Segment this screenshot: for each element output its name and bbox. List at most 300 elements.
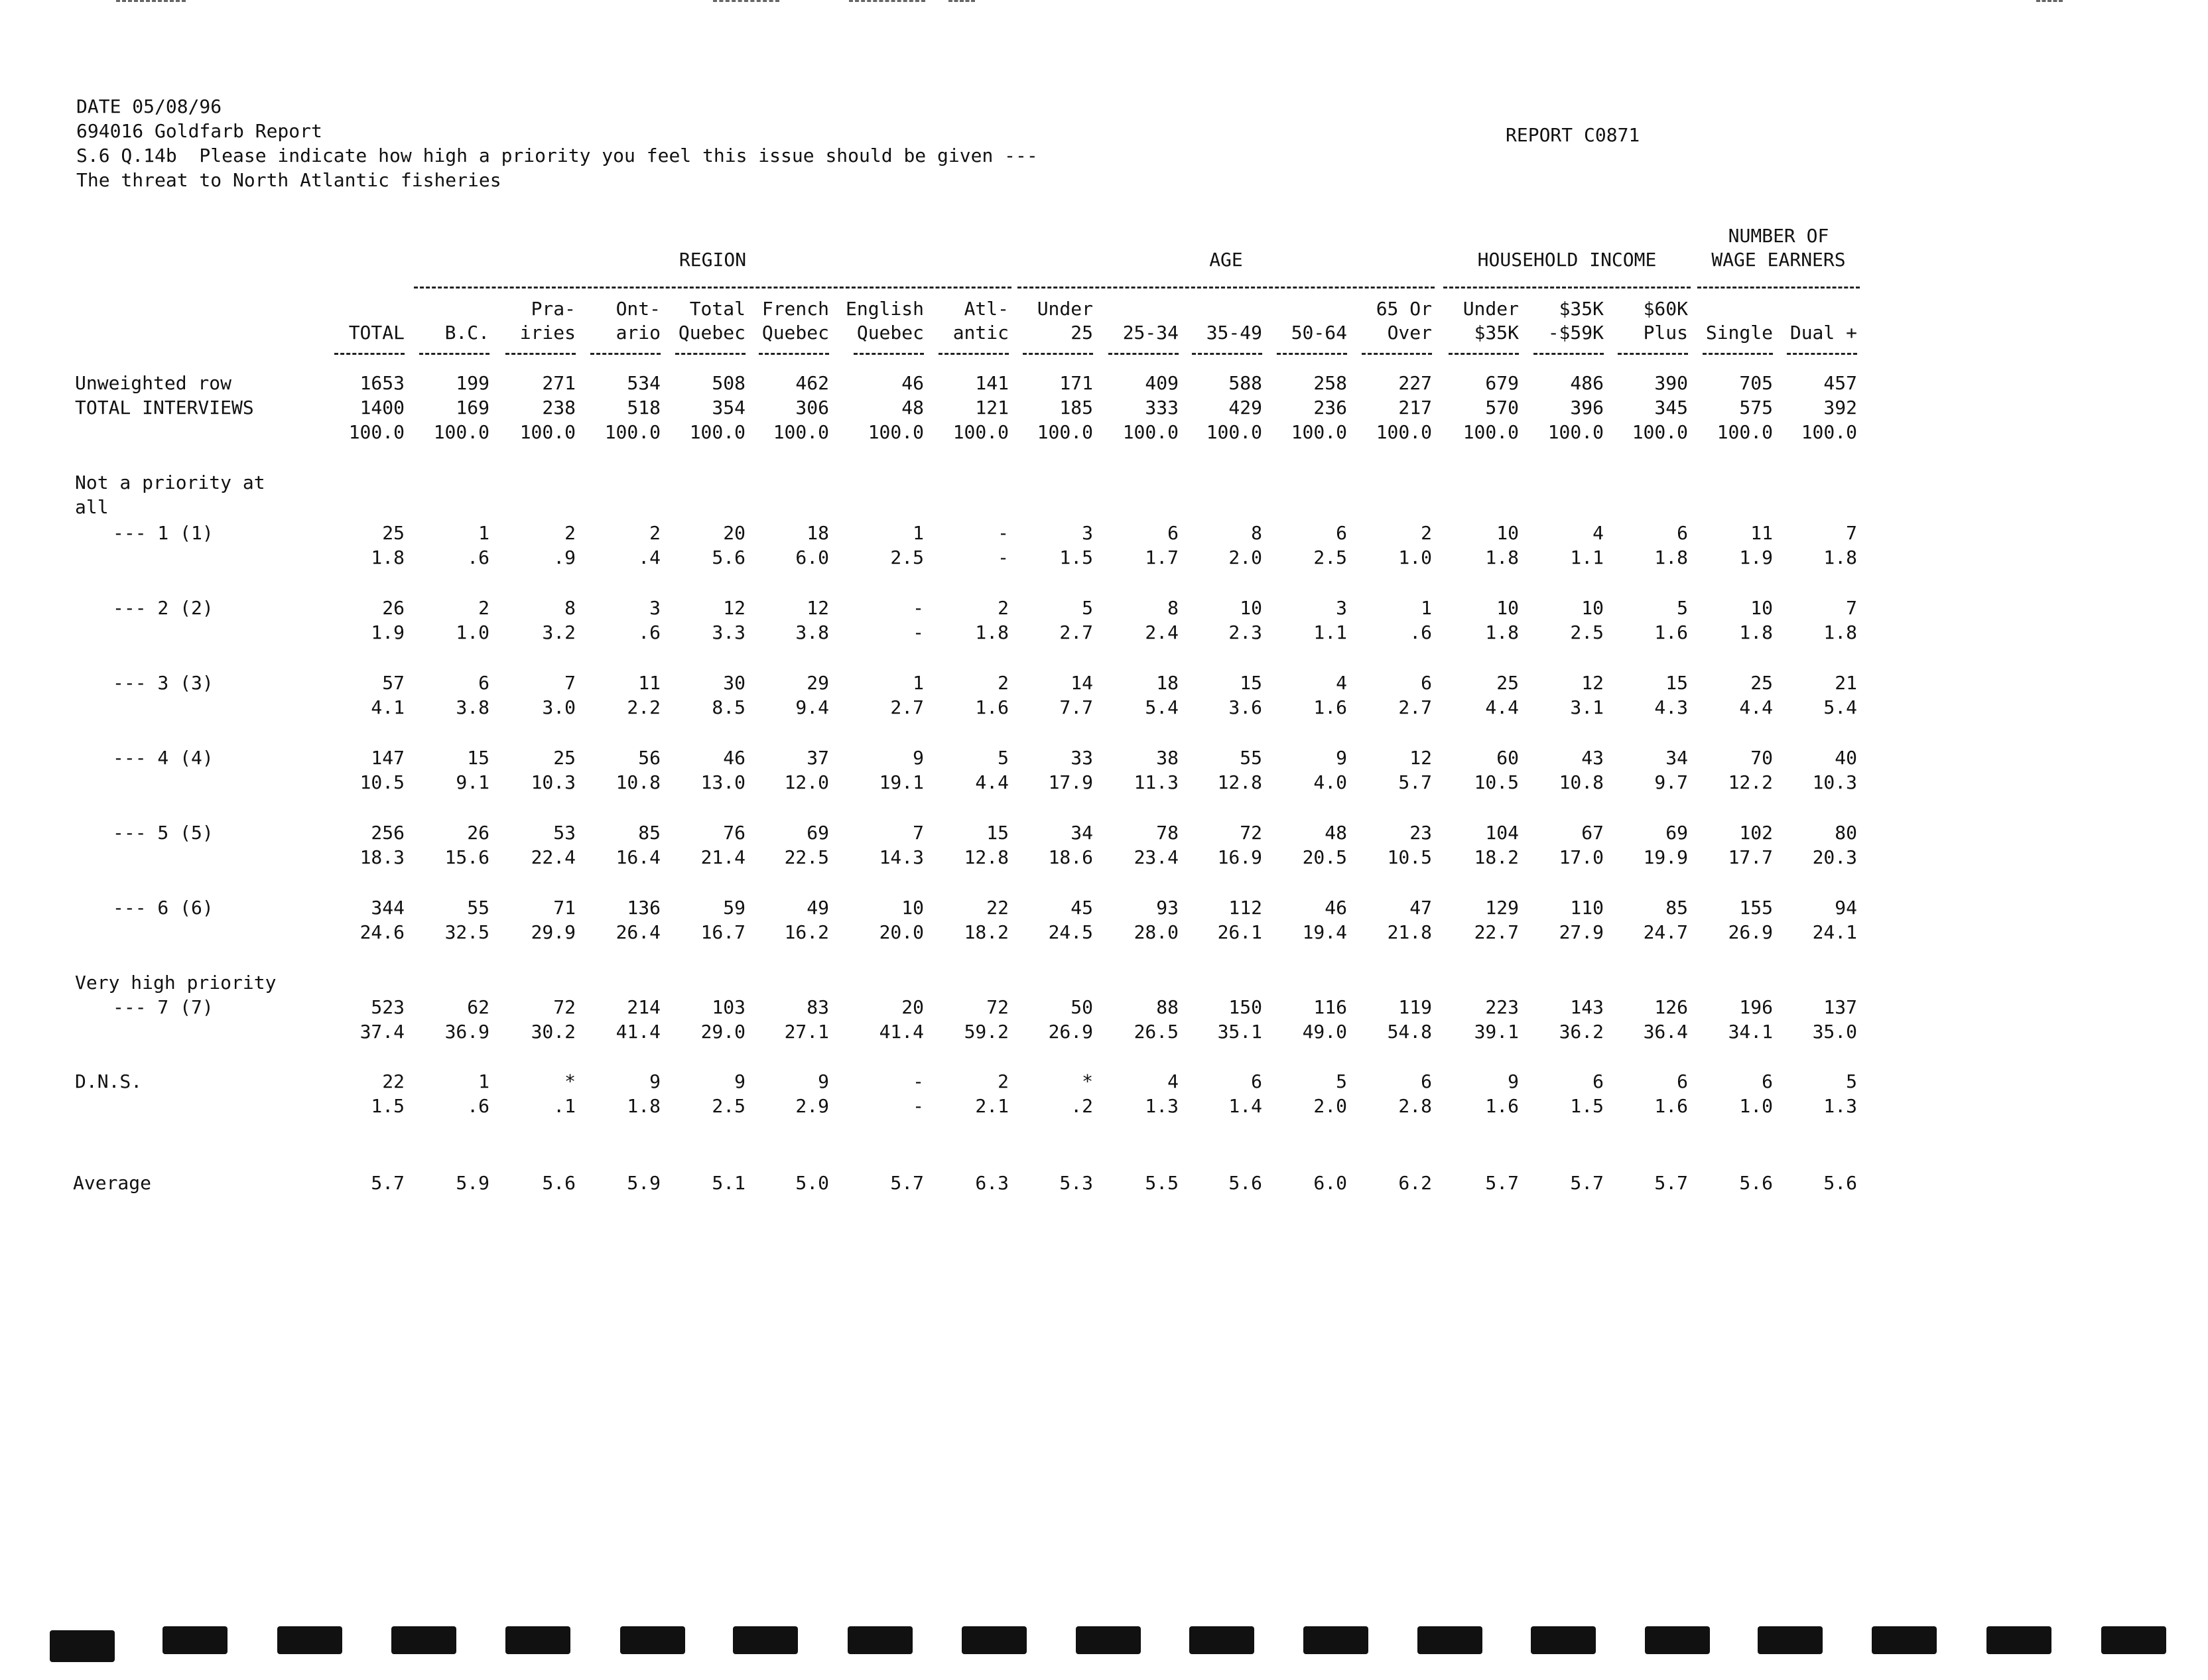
group-underline: [1697, 287, 1860, 289]
response-percent: 1.6: [1654, 1095, 1688, 1117]
total-interviews: 185: [1059, 397, 1093, 419]
response-count: 34: [1665, 747, 1688, 769]
response-count: 1: [478, 1070, 489, 1092]
column-underline: [1277, 353, 1347, 355]
base-percent: 100.0: [773, 421, 829, 443]
response-count: 15: [986, 822, 1009, 844]
response-count: 214: [627, 996, 661, 1018]
response-percent: 2.0: [1313, 1095, 1347, 1117]
response-percent: 1.8: [627, 1095, 661, 1117]
response-percent: 26.5: [1134, 1021, 1179, 1043]
column-underline: [1449, 353, 1519, 355]
response-percent: 12.8: [1217, 771, 1262, 793]
response-percent: 18.6: [1048, 846, 1093, 868]
average-value: 5.7: [890, 1172, 924, 1194]
response-percent: 3.8: [795, 621, 829, 643]
response-count: 2: [998, 1070, 1009, 1092]
unweighted-count: 141: [975, 372, 1009, 394]
average-value: 5.6: [1739, 1172, 1773, 1194]
footer-mark: [620, 1626, 685, 1654]
response-percent: 26.9: [1048, 1021, 1093, 1043]
response-percent: 18.2: [964, 921, 1009, 943]
response-count: 37: [807, 747, 829, 769]
column-header: Atl- antic: [952, 298, 1009, 344]
response-count: 21: [1835, 672, 1857, 694]
response-percent: 16.7: [700, 921, 746, 943]
response-percent: 2.5: [1570, 621, 1604, 643]
response-count: 1: [1421, 597, 1432, 619]
column-header: Total Quebec: [678, 298, 746, 344]
response-count: -: [913, 597, 924, 619]
response-count: 9: [649, 1070, 661, 1092]
response-percent: 2.8: [1398, 1095, 1432, 1117]
response-label: --- 3 (3): [113, 672, 214, 694]
response-percent: 6.0: [795, 547, 829, 568]
response-count: 137: [1823, 996, 1857, 1018]
response-count: 12: [723, 597, 746, 619]
unweighted-count: 46: [901, 372, 924, 394]
response-percent: 4.1: [371, 696, 405, 718]
response-percent: 1.4: [1228, 1095, 1262, 1117]
response-percent: 9.4: [795, 696, 829, 718]
response-count: 50: [1071, 996, 1093, 1018]
response-count: 7: [564, 672, 576, 694]
response-percent: 1.0: [1739, 1095, 1773, 1117]
response-label: --- 5 (5): [113, 822, 214, 844]
response-percent: -: [913, 1095, 924, 1117]
response-percent: 20.5: [1302, 846, 1347, 868]
response-percent: 16.2: [784, 921, 829, 943]
response-percent: 12.2: [1728, 771, 1773, 793]
response-percent: 1.8: [371, 547, 405, 568]
response-percent: 13.0: [700, 771, 746, 793]
base-percent: 100.0: [348, 421, 405, 443]
response-percent: 9.7: [1654, 771, 1688, 793]
base-percent: 100.0: [1462, 421, 1519, 443]
column-underline: [759, 353, 829, 355]
footer-mark: [1417, 1626, 1482, 1654]
response-count: 6: [1677, 522, 1688, 544]
response-percent: 1.8: [1823, 547, 1857, 568]
response-count: 33: [1071, 747, 1093, 769]
average-value: 5.7: [1570, 1172, 1604, 1194]
response-count: 34: [1071, 822, 1093, 844]
response-count: 2: [998, 672, 1009, 694]
footer-mark: [505, 1626, 570, 1654]
response-count: 6: [1592, 1070, 1604, 1092]
base-percent: 100.0: [952, 421, 1009, 443]
footer-mark: [848, 1626, 913, 1654]
column-underline: [1108, 353, 1179, 355]
footer-mark: [1189, 1626, 1254, 1654]
response-percent: 2.2: [627, 696, 661, 718]
base-percent: 100.0: [1376, 421, 1432, 443]
response-percent: 2.0: [1228, 547, 1262, 568]
response-percent: .1: [553, 1095, 576, 1117]
response-count: 523: [371, 996, 405, 1018]
response-count: 4: [1592, 522, 1604, 544]
response-count: 2: [649, 522, 661, 544]
response-percent: 2.4: [1145, 621, 1179, 643]
total-interviews: 354: [712, 397, 746, 419]
response-count: 9: [818, 1070, 829, 1092]
response-count: 69: [1665, 822, 1688, 844]
response-percent: 12.0: [784, 771, 829, 793]
column-header: $60K Plus: [1643, 298, 1688, 344]
response-count: 3: [1082, 522, 1093, 544]
average-value: 5.9: [627, 1172, 661, 1194]
average-value: 5.7: [1485, 1172, 1519, 1194]
column-header: 25-34: [1122, 322, 1179, 344]
response-percent: 14.3: [879, 846, 924, 868]
response-count: 85: [1665, 897, 1688, 919]
response-count: 6: [1421, 1070, 1432, 1092]
footer-mark: [1645, 1626, 1710, 1654]
response-count: 14: [1071, 672, 1093, 694]
column-header: 35-49: [1206, 322, 1262, 344]
unweighted-count: 390: [1654, 372, 1688, 394]
response-count: 15: [1665, 672, 1688, 694]
response-percent: 2.7: [1398, 696, 1432, 718]
response-count: 6: [478, 672, 489, 694]
response-percent: 1.6: [975, 696, 1009, 718]
response-count: 48: [1325, 822, 1347, 844]
response-label: --- 7 (7): [113, 996, 214, 1018]
response-label: --- 4 (4): [113, 747, 214, 769]
response-percent: 49.0: [1302, 1021, 1347, 1043]
response-count: 1: [913, 522, 924, 544]
response-count: 72: [1240, 822, 1262, 844]
response-count: 26: [382, 597, 405, 619]
response-percent: 4.0: [1313, 771, 1347, 793]
report-name: 694016 Goldfarb Report: [76, 120, 322, 142]
response-percent: 34.1: [1728, 1021, 1773, 1043]
footer-mark: [2101, 1626, 2166, 1654]
unweighted-count: 679: [1485, 372, 1519, 394]
response-count: 6: [1251, 1070, 1262, 1092]
response-percent: 3.1: [1570, 696, 1604, 718]
response-count: *: [1082, 1070, 1093, 1092]
total-interviews: 169: [456, 397, 489, 419]
response-count: 3: [649, 597, 661, 619]
response-percent: 4.4: [1485, 696, 1519, 718]
response-percent: 1.0: [456, 621, 489, 643]
response-percent: 28.0: [1134, 921, 1179, 943]
unweighted-count: 462: [795, 372, 829, 394]
response-percent: 9.1: [456, 771, 489, 793]
group-title-region: REGION: [679, 249, 747, 271]
response-percent: 26.4: [616, 921, 661, 943]
response-percent: 36.4: [1643, 1021, 1688, 1043]
average-label: Average: [73, 1172, 152, 1194]
response-percent: 54.8: [1387, 1021, 1432, 1043]
total-interviews: 333: [1145, 397, 1179, 419]
response-percent: 17.0: [1559, 846, 1604, 868]
column-header: Under $35K: [1462, 298, 1519, 344]
response-percent: 18.3: [359, 846, 405, 868]
response-percent: 1.3: [1823, 1095, 1857, 1117]
response-count: 83: [807, 996, 829, 1018]
response-count: 9: [913, 747, 924, 769]
footer-mark: [1076, 1626, 1141, 1654]
unweighted-count: 1653: [359, 372, 405, 394]
response-percent: 10.5: [359, 771, 405, 793]
response-count: 8: [564, 597, 576, 619]
response-count: 6: [1336, 522, 1347, 544]
column-underline: [419, 353, 489, 355]
response-percent: 23.4: [1134, 846, 1179, 868]
base-percent: 100.0: [519, 421, 576, 443]
response-count: 11: [638, 672, 661, 694]
response-count: 344: [371, 897, 405, 919]
response-count: 53: [553, 822, 576, 844]
response-count: 2: [564, 522, 576, 544]
unweighted-count: 271: [542, 372, 576, 394]
response-count: 47: [1409, 897, 1432, 919]
response-percent: 59.2: [964, 1021, 1009, 1043]
response-count: 22: [986, 897, 1009, 919]
response-percent: 35.0: [1812, 1021, 1857, 1043]
footer-mark: [1986, 1626, 2051, 1654]
response-count: 1: [478, 522, 489, 544]
base-percent: 100.0: [1037, 421, 1093, 443]
response-count: 3: [1336, 597, 1347, 619]
response-count: 78: [1156, 822, 1179, 844]
response-count: 6: [1167, 522, 1179, 544]
response-percent: 8.5: [712, 696, 746, 718]
response-percent: 24.5: [1048, 921, 1093, 943]
response-count: 10: [1496, 597, 1519, 619]
column-header: 50-64: [1291, 322, 1347, 344]
response-percent: .6: [467, 547, 489, 568]
unweighted-count: 588: [1228, 372, 1262, 394]
column-header: B.C.: [444, 322, 489, 344]
response-count: 94: [1835, 897, 1857, 919]
response-count: 9: [734, 1070, 746, 1092]
average-value: 6.3: [975, 1172, 1009, 1194]
response-percent: .6: [1409, 621, 1432, 643]
footer-mark: [733, 1626, 798, 1654]
total-interviews: 236: [1313, 397, 1347, 419]
response-count: 5: [1677, 597, 1688, 619]
column-header: 65 Or Over: [1376, 298, 1432, 344]
response-percent: 3.3: [712, 621, 746, 643]
column-header: French Quebec: [761, 298, 829, 344]
column-header: Pra- iries: [519, 298, 576, 344]
base-percent: 100.0: [1632, 421, 1688, 443]
response-count: 12: [1581, 672, 1604, 694]
average-value: 5.6: [1823, 1172, 1857, 1194]
response-count: 38: [1156, 747, 1179, 769]
response-percent: 29.9: [531, 921, 576, 943]
response-percent: 20.3: [1812, 846, 1857, 868]
response-percent: 22.5: [784, 846, 829, 868]
response-count: 29: [807, 672, 829, 694]
column-underline: [1023, 353, 1093, 355]
response-count: 25: [553, 747, 576, 769]
response-count: 10: [1496, 522, 1519, 544]
response-count: -: [913, 1070, 924, 1092]
response-percent: 2.5: [1313, 547, 1347, 568]
response-count: 69: [807, 822, 829, 844]
response-percent: .6: [638, 621, 661, 643]
total-interviews: 429: [1228, 397, 1262, 419]
response-percent: 1.0: [1398, 547, 1432, 568]
response-count: 93: [1156, 897, 1179, 919]
response-count: 18: [807, 522, 829, 544]
response-count: 23: [1409, 822, 1432, 844]
group-underline: [414, 287, 1011, 289]
response-count: 8: [1251, 522, 1262, 544]
total-interviews: 1400: [359, 397, 405, 419]
response-count: 9: [1508, 1070, 1519, 1092]
response-count: 20: [901, 996, 924, 1018]
response-percent: 24.7: [1643, 921, 1688, 943]
response-percent: 36.9: [444, 1021, 489, 1043]
response-percent: 1.8: [1485, 547, 1519, 568]
base-percent: 100.0: [868, 421, 924, 443]
base-percent: 100.0: [1801, 421, 1857, 443]
response-count: 5: [998, 747, 1009, 769]
footer-mark: [162, 1626, 227, 1654]
response-count: 70: [1750, 747, 1773, 769]
response-percent: 1.5: [371, 1095, 405, 1117]
response-percent: 30.2: [531, 1021, 576, 1043]
response-count: 67: [1581, 822, 1604, 844]
response-percent: 5.4: [1823, 696, 1857, 718]
response-count: 11: [1750, 522, 1773, 544]
response-percent: 4.3: [1654, 696, 1688, 718]
response-percent: 10.5: [1474, 771, 1519, 793]
base-percent: 100.0: [1122, 421, 1179, 443]
response-percent: 10.5: [1387, 846, 1432, 868]
response-percent: .9: [553, 547, 576, 568]
response-count: 4: [1167, 1070, 1179, 1092]
average-value: 5.6: [1228, 1172, 1262, 1194]
average-value: 5.7: [371, 1172, 405, 1194]
response-percent: 1.6: [1654, 621, 1688, 643]
average-value: 5.5: [1145, 1172, 1179, 1194]
group-title-age: AGE: [1209, 249, 1243, 271]
response-percent: 24.1: [1812, 921, 1857, 943]
response-count: 25: [1750, 672, 1773, 694]
response-percent: 2.5: [890, 547, 924, 568]
response-count: 60: [1496, 747, 1519, 769]
edge-mark: [713, 0, 779, 2]
column-header: Under 25: [1037, 298, 1093, 344]
response-count: 12: [807, 597, 829, 619]
response-count: 10: [1581, 597, 1604, 619]
response-count: 256: [371, 822, 405, 844]
total-interviews: 121: [975, 397, 1009, 419]
response-percent: 2.7: [1059, 621, 1093, 643]
average-value: 5.1: [712, 1172, 746, 1194]
average-value: 5.0: [795, 1172, 829, 1194]
footer-mark: [1872, 1626, 1937, 1654]
response-percent: 1.8: [1485, 621, 1519, 643]
group-title-number-of: NUMBER OF WAGE EARNERS: [1711, 225, 1846, 271]
base-row-label: Unweighted row TOTAL INTERVIEWS: [75, 372, 254, 419]
response-percent: 41.4: [879, 1021, 924, 1043]
response-count: 5: [1336, 1070, 1347, 1092]
response-percent: 1.8: [975, 621, 1009, 643]
column-header: TOTAL: [348, 322, 405, 344]
response-count: 129: [1485, 897, 1519, 919]
response-count: 26: [467, 822, 489, 844]
response-count: 126: [1654, 996, 1688, 1018]
response-heading: Not a priority at all: [75, 472, 265, 518]
base-percent: 100.0: [689, 421, 746, 443]
edge-mark: [2036, 0, 2063, 2]
response-count: 136: [627, 897, 661, 919]
response-count: 30: [723, 672, 746, 694]
average-value: 5.7: [1654, 1172, 1688, 1194]
footer-mark: [50, 1630, 115, 1662]
response-count: 25: [1496, 672, 1519, 694]
response-count: 116: [1313, 996, 1347, 1018]
response-percent: 4.4: [1739, 696, 1773, 718]
total-interviews: 306: [795, 397, 829, 419]
response-percent: 5.6: [712, 547, 746, 568]
total-interviews: 48: [901, 397, 924, 419]
edge-mark: [849, 0, 925, 2]
total-interviews: 392: [1823, 397, 1857, 419]
column-underline: [1618, 353, 1688, 355]
response-count: 2: [478, 597, 489, 619]
response-percent: 2.7: [890, 696, 924, 718]
average-value: 6.0: [1313, 1172, 1347, 1194]
average-value: 6.2: [1398, 1172, 1432, 1194]
response-count: 62: [467, 996, 489, 1018]
response-percent: 17.7: [1728, 846, 1773, 868]
group-underline: [1443, 287, 1691, 289]
column-underline: [854, 353, 924, 355]
response-percent: 10.8: [1559, 771, 1604, 793]
response-percent: 32.5: [444, 921, 489, 943]
column-underline: [675, 353, 746, 355]
response-count: 8: [1167, 597, 1179, 619]
total-interviews: 396: [1570, 397, 1604, 419]
response-count: 72: [986, 996, 1009, 1018]
response-count: 2: [1421, 522, 1432, 544]
response-count: 112: [1228, 897, 1262, 919]
report-id: REPORT C0871: [1506, 124, 1640, 146]
response-count: 7: [1846, 597, 1857, 619]
response-label: --- 1 (1): [113, 522, 214, 544]
total-interviews: 575: [1739, 397, 1773, 419]
response-percent: 15.6: [444, 846, 489, 868]
response-count: 147: [371, 747, 405, 769]
response-count: 102: [1739, 822, 1773, 844]
footer-mark: [391, 1626, 456, 1654]
response-percent: .6: [467, 1095, 489, 1117]
unweighted-count: 534: [627, 372, 661, 394]
total-interviews: 518: [627, 397, 661, 419]
response-percent: 2.9: [795, 1095, 829, 1117]
response-percent: 37.4: [359, 1021, 405, 1043]
unweighted-count: 508: [712, 372, 746, 394]
response-percent: 27.1: [784, 1021, 829, 1043]
response-percent: 1.6: [1485, 1095, 1519, 1117]
group-underline: [1017, 287, 1435, 289]
base-percent: 100.0: [1717, 421, 1773, 443]
column-underline: [590, 353, 661, 355]
response-percent: 41.4: [616, 1021, 661, 1043]
response-count: 6: [1762, 1070, 1773, 1092]
unweighted-count: 258: [1313, 372, 1347, 394]
response-count: 46: [1325, 897, 1347, 919]
response-percent: 11.3: [1134, 771, 1179, 793]
